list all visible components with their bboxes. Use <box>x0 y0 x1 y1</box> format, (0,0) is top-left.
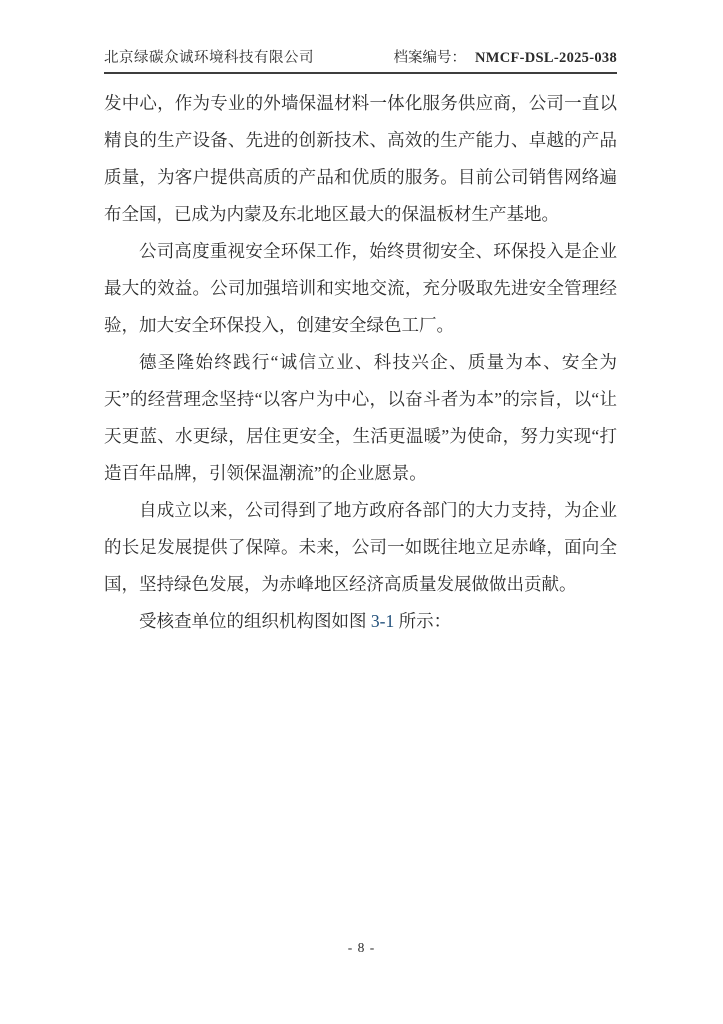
figure-reference-prefix: 受核查单位的组织机构图如图 <box>139 611 371 631</box>
body-paragraph: 自成立以来，公司得到了地方政府各部门的大力支持，为企业的长足发展提供了保障。未来，公司一如既往地立足赤峰，面向全国，坚持绿色发展，为赤峰地区经济高质量发展做做出贡献。 <box>104 500 617 594</box>
figure-reference-line <box>104 603 617 640</box>
doc-number-label: 档案编号： <box>393 50 466 66</box>
document-body <box>104 85 617 640</box>
page-header <box>104 46 617 74</box>
figure-3-1-link[interactable]: 3-1 <box>370 611 395 631</box>
body-paragraph: 德圣隆始终践行“诚信立业、科技兴企、质量为本、安全为天”的经营理念坚持“以客户为中心，以奋斗者为本”的宗旨，以“让天更蓝、水更绿，居住更安全，生活更温暖”为使命，努力实现“打造百年品牌，引领保温潮流”的企业愿景。 <box>104 352 617 483</box>
header-company-name: 北京绿碳众诚环境科技有限公司 <box>104 50 314 66</box>
page-number: - 8 - <box>347 940 376 955</box>
body-paragraph: 公司高度重视安全环保工作，始终贯彻安全、环保投入是企业最大的效益。公司加强培训和实地交流，充分吸取先进安全管理经验，加大安全环保投入，创建安全绿色工厂。 <box>104 241 617 335</box>
header-doc-number <box>393 46 617 67</box>
figure-reference-suffix: 所示： <box>394 611 452 631</box>
doc-number-value: NMCF-DSL-2025-038 <box>474 50 617 66</box>
body-paragraph: 发中心，作为专业的外墙保温材料一体化服务供应商，公司一直以精良的生产设备、先进的创新技术、高效的生产能力、卓越的产品质量，为客户提供高质的产品和优质的服务。目前公司销售网络遍布全国，已成为内蒙及东北地区最大的保温板材生产基地。 <box>104 93 617 224</box>
